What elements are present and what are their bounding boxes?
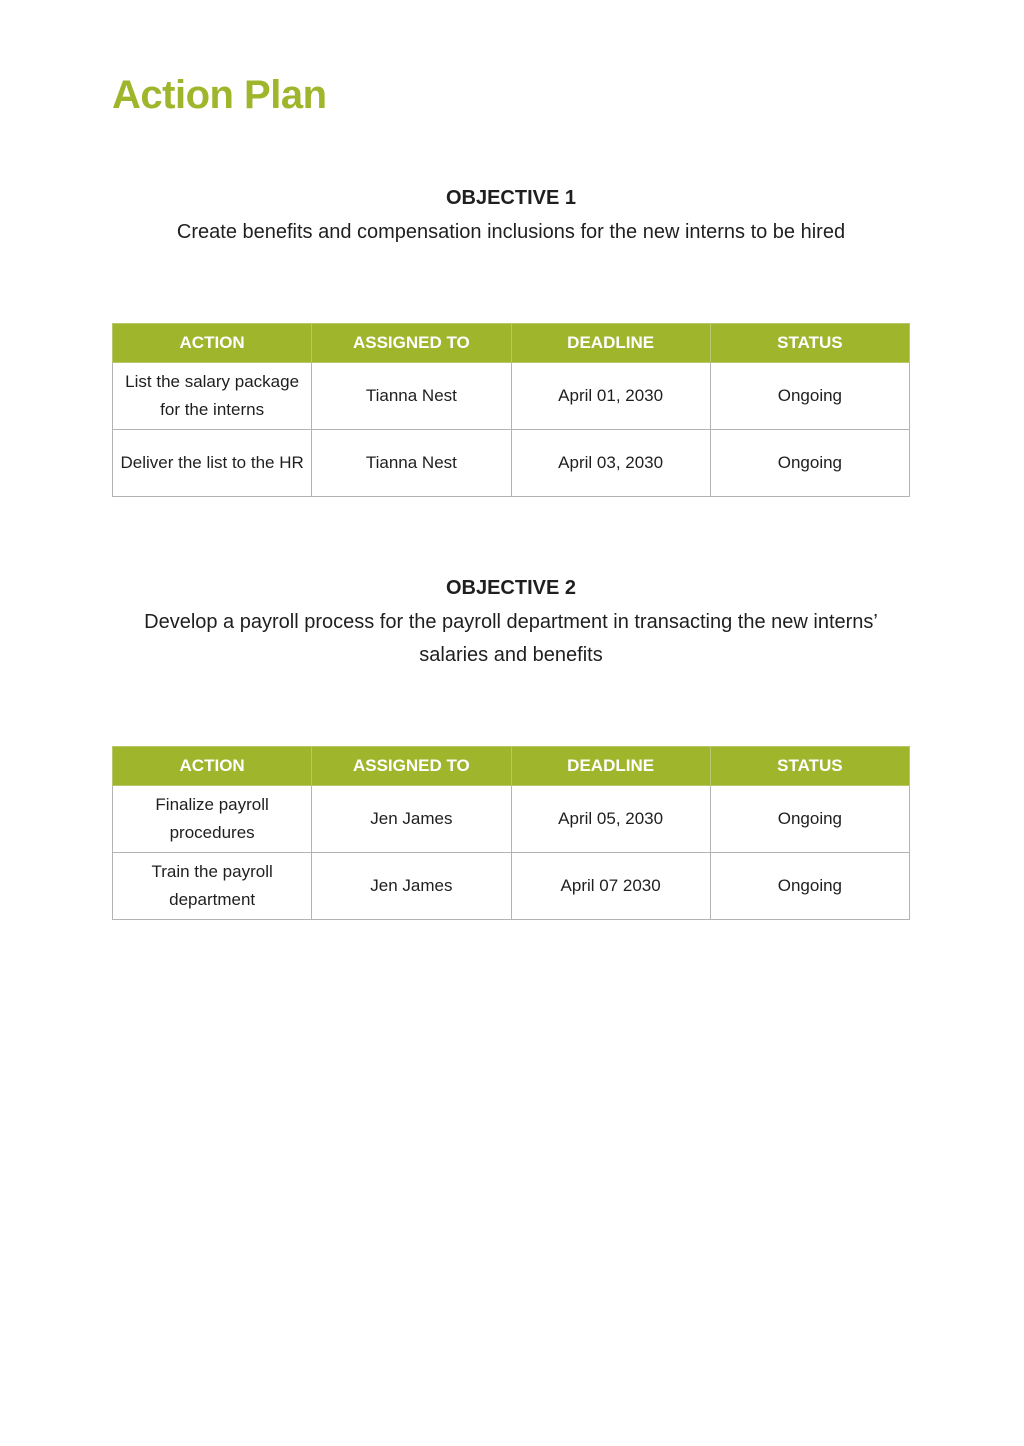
- assigned-to-cell: Jen James: [312, 853, 511, 920]
- column-header-status: STATUS: [710, 324, 909, 363]
- column-header-deadline: DEADLINE: [511, 747, 710, 786]
- objective-1: [112, 184, 910, 249]
- action-cell: Deliver the list to the HR: [113, 430, 312, 497]
- objective-2: [112, 574, 910, 672]
- column-header-action: ACTION: [113, 324, 312, 363]
- objective-description: Create benefits and compensation inclusions for the new interns to be hired: [176, 221, 846, 243]
- page-title: Action Plan: [112, 73, 327, 117]
- table-row: [113, 430, 910, 497]
- deadline-cell: April 05, 2030: [511, 786, 710, 853]
- action-cell: Train the payroll department: [113, 853, 312, 920]
- assigned-to-cell: Jen James: [312, 786, 511, 853]
- objective-description: Develop a payroll process for the payroll department in transacting the new interns’ salaries and benefits: [144, 611, 878, 666]
- objective-heading: OBJECTIVE 1: [445, 187, 577, 209]
- column-header-deadline: DEADLINE: [511, 324, 710, 363]
- assigned-to-cell: Tianna Nest: [312, 430, 511, 497]
- status-cell: Ongoing: [710, 786, 909, 853]
- column-header-action: ACTION: [113, 747, 312, 786]
- action-cell: List the salary package for the interns: [113, 363, 312, 430]
- action-table-1: [112, 323, 910, 497]
- objective-heading: OBJECTIVE 2: [445, 577, 577, 599]
- action-table-2: [112, 746, 910, 920]
- deadline-cell: April 01, 2030: [511, 363, 710, 430]
- status-cell: Ongoing: [710, 853, 909, 920]
- status-cell: Ongoing: [710, 430, 909, 497]
- status-cell: Ongoing: [710, 363, 909, 430]
- table-row: [113, 853, 910, 920]
- table-row: [113, 786, 910, 853]
- table-header-row: [113, 324, 910, 363]
- assigned-to-cell: Tianna Nest: [312, 363, 511, 430]
- column-header-assigned-to: ASSIGNED TO: [312, 747, 511, 786]
- column-header-assigned-to: ASSIGNED TO: [312, 324, 511, 363]
- table-header-row: [113, 747, 910, 786]
- deadline-cell: April 07 2030: [511, 853, 710, 920]
- action-cell: Finalize payroll procedures: [113, 786, 312, 853]
- deadline-cell: April 03, 2030: [511, 430, 710, 497]
- table-row: [113, 363, 910, 430]
- column-header-status: STATUS: [710, 747, 909, 786]
